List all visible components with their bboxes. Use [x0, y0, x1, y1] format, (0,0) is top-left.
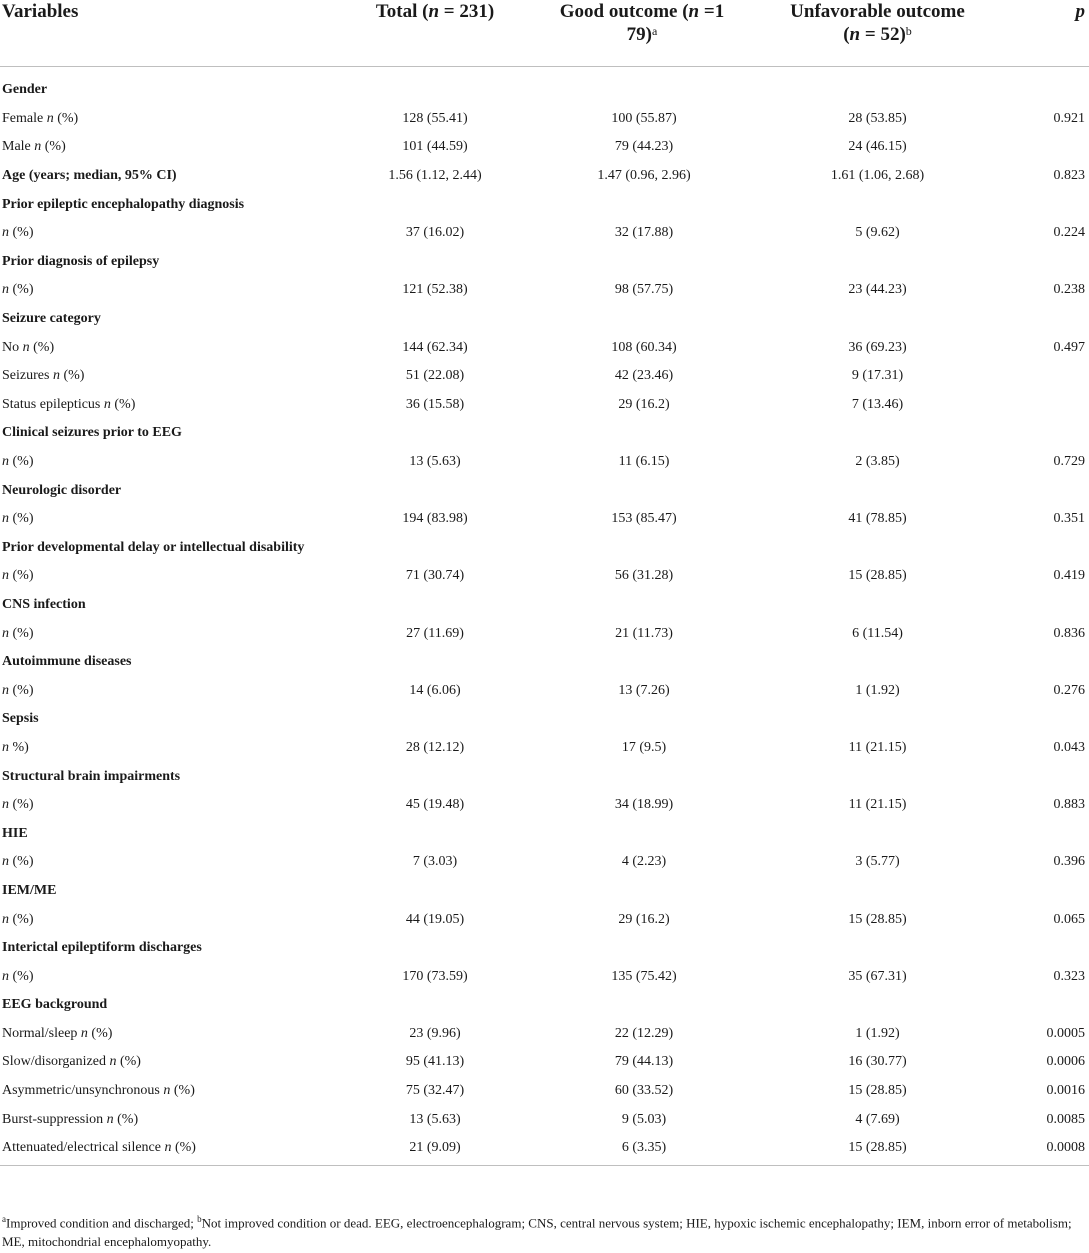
table-row	[0, 534, 1089, 563]
cell-p-value: 0.0008	[990, 1134, 1089, 1165]
row-label: n (%)	[2, 911, 34, 927]
cell-good-outcome	[505, 190, 745, 219]
row-label: Autoimmune diseases	[2, 654, 132, 670]
table-row	[0, 1134, 1089, 1165]
cell-total: 75 (32.47)	[405, 1083, 465, 1099]
cell-unfavorable-outcome	[745, 67, 990, 105]
cell-good-outcome: 42 (23.46)	[614, 368, 674, 384]
cell-unfavorable-outcome	[745, 419, 990, 448]
cell-good-outcome: 34 (18.99)	[614, 797, 674, 813]
table-row	[0, 448, 1089, 477]
row-label: EEG background	[2, 997, 108, 1013]
cell-p-value: 0.921	[1053, 110, 1085, 126]
header-p-value: p	[990, 0, 1089, 67]
cell-p-value: 0.351	[1053, 511, 1085, 527]
cell-unfavorable-outcome	[745, 819, 990, 848]
cell-p-value	[990, 534, 1089, 563]
cell-p-value	[990, 476, 1089, 505]
row-label: Asymmetric/unsynchronous n (%)	[2, 1083, 195, 1099]
cell-total: 194 (83.98)	[402, 511, 468, 527]
table-row	[0, 162, 1089, 191]
table-row	[0, 362, 1089, 391]
table-row	[0, 962, 1089, 991]
cell-p-value: 0.729	[1053, 454, 1085, 470]
cell-unfavorable-outcome	[745, 877, 990, 906]
cell-unfavorable-outcome	[745, 534, 990, 563]
cell-total: 71 (30.74)	[405, 568, 465, 584]
table-row	[0, 190, 1089, 219]
cell-unfavorable-outcome: 4 (7.69)	[855, 1111, 900, 1127]
cell-good-outcome	[505, 591, 745, 620]
row-label: Age (years; median, 95% CI)	[2, 168, 177, 184]
cell-p-value	[990, 248, 1089, 277]
cell-total: 45 (19.48)	[405, 797, 465, 813]
cell-good-outcome: 9 (5.03)	[621, 1111, 667, 1127]
cell-total	[305, 248, 505, 277]
cell-p-value	[990, 591, 1089, 620]
cell-p-value	[990, 991, 1089, 1020]
table-row	[0, 648, 1089, 677]
cell-total	[305, 419, 505, 448]
cell-total	[305, 190, 505, 219]
cell-good-outcome: 11 (6.15)	[618, 454, 670, 470]
row-label: Female n (%)	[2, 110, 79, 126]
row-label: No n (%)	[2, 339, 55, 355]
table-row	[0, 219, 1089, 248]
cell-unfavorable-outcome: 1 (1.92)	[855, 1025, 900, 1041]
cell-p-value: 0.238	[1053, 282, 1085, 298]
row-label: Clinical seizures prior to EEG	[2, 425, 182, 441]
row-label: Slow/disorganized n (%)	[2, 1054, 141, 1070]
table-row	[0, 905, 1089, 934]
table-row	[0, 734, 1089, 763]
cell-total	[305, 762, 505, 791]
row-label: CNS infection	[2, 596, 86, 612]
cell-total: 13 (5.63)	[409, 1111, 461, 1127]
cell-total	[305, 877, 505, 906]
cell-good-outcome	[505, 877, 745, 906]
table-row	[0, 819, 1089, 848]
cell-total: 23 (9.96)	[409, 1025, 461, 1041]
cell-unfavorable-outcome	[745, 248, 990, 277]
cell-good-outcome	[505, 819, 745, 848]
cell-p-value	[990, 877, 1089, 906]
cell-good-outcome: 17 (9.5)	[621, 739, 667, 755]
cell-unfavorable-outcome: 3 (5.77)	[855, 854, 900, 870]
table-row	[0, 619, 1089, 648]
cell-total: 95 (41.13)	[405, 1054, 465, 1070]
row-label: n (%)	[2, 225, 34, 241]
cell-total	[305, 705, 505, 734]
cell-good-outcome: 56 (31.28)	[614, 568, 674, 584]
cell-total: 144 (62.34)	[402, 339, 468, 355]
table-row	[0, 934, 1089, 963]
cell-good-outcome	[505, 934, 745, 963]
table-row	[0, 333, 1089, 362]
table-row	[0, 476, 1089, 505]
cell-unfavorable-outcome: 9 (17.31)	[851, 368, 904, 384]
cell-good-outcome: 100 (55.87)	[611, 110, 677, 126]
cell-p-value: 0.0085	[1046, 1111, 1085, 1127]
cell-good-outcome	[505, 705, 745, 734]
header-total: Total (n = 231)	[305, 0, 505, 67]
table-row	[0, 276, 1089, 305]
cell-p-value	[990, 648, 1089, 677]
cell-unfavorable-outcome: 24 (46.15)	[848, 139, 907, 155]
row-label: n (%)	[2, 797, 34, 813]
table-row	[0, 848, 1089, 877]
cell-good-outcome	[505, 67, 745, 105]
cell-total	[305, 305, 505, 334]
cell-unfavorable-outcome: 15 (28.85)	[745, 1134, 990, 1165]
cell-unfavorable-outcome	[745, 591, 990, 620]
row-label: n %)	[2, 739, 29, 755]
cell-unfavorable-outcome: 11 (21.15)	[848, 739, 907, 755]
cell-unfavorable-outcome	[745, 991, 990, 1020]
table-row	[0, 562, 1089, 591]
cell-good-outcome	[505, 648, 745, 677]
row-label: Prior diagnosis of epilepsy	[2, 253, 160, 269]
cell-unfavorable-outcome: 15 (28.85)	[848, 1083, 907, 1099]
row-label: Normal/sleep n (%)	[2, 1025, 113, 1041]
cell-total	[305, 934, 505, 963]
cell-total: 101 (44.59)	[402, 139, 468, 155]
table-row	[0, 105, 1089, 134]
cell-unfavorable-outcome: 36 (69.23)	[848, 339, 907, 355]
cell-total: 7 (3.03)	[412, 854, 458, 870]
table-row	[0, 676, 1089, 705]
row-label: Gender	[2, 82, 48, 98]
cell-good-outcome: 135 (75.42)	[611, 968, 677, 984]
cell-good-outcome	[505, 248, 745, 277]
cell-good-outcome: 6 (3.35)	[505, 1134, 745, 1165]
cell-good-outcome: 79 (44.13)	[614, 1054, 674, 1070]
row-label: n (%)	[2, 968, 34, 984]
row-label: Status epilepticus n (%)	[2, 396, 136, 412]
row-label: Neurologic disorder	[2, 482, 122, 498]
cell-p-value: 0.823	[1053, 168, 1085, 184]
cell-unfavorable-outcome	[745, 476, 990, 505]
cell-good-outcome	[505, 762, 745, 791]
cell-good-outcome: 32 (17.88)	[614, 225, 674, 241]
table-row	[0, 133, 1089, 162]
cell-total: 27 (11.69)	[406, 625, 464, 641]
table-body	[0, 67, 1089, 1166]
row-label: n (%)	[2, 454, 34, 470]
cell-unfavorable-outcome: 23 (44.23)	[848, 282, 907, 298]
table-row	[0, 705, 1089, 734]
row-label: Prior epileptic encephalopathy diagnosis	[2, 196, 245, 212]
cell-unfavorable-outcome: 5 (9.62)	[855, 225, 900, 241]
table-row	[0, 1048, 1089, 1077]
cell-p-value: 0.419	[1053, 568, 1085, 584]
header-variables: Variables	[0, 0, 305, 67]
cell-total	[305, 991, 505, 1020]
cell-unfavorable-outcome: 1.61 (1.06, 2.68)	[830, 168, 925, 184]
row-label: Structural brain impairments	[2, 768, 181, 784]
table-footnote: $^a$Improved condition and discharged; $^b$Not improved condition or dead. EEG, electroencephalogram; CNS, central nervous system; HIE, hypoxic ischemic encephalopathy; IEM, inborn error of metabolism; ME, mitochondrial encephalomyopathy.	[2, 1214, 1072, 1250]
row-label: HIE	[2, 825, 28, 841]
cell-unfavorable-outcome: 1 (1.92)	[855, 682, 900, 698]
table-row	[0, 762, 1089, 791]
table-row	[0, 248, 1089, 277]
cell-unfavorable-outcome: 28 (53.85)	[848, 110, 907, 126]
table-header-row	[0, 0, 1089, 67]
cell-unfavorable-outcome: 15 (28.85)	[848, 568, 907, 584]
cell-p-value	[990, 133, 1089, 162]
cell-p-value	[990, 391, 1089, 420]
cell-total	[305, 648, 505, 677]
cell-p-value: 0.497	[1053, 339, 1085, 355]
row-label: n (%)	[2, 568, 34, 584]
cell-unfavorable-outcome: 11 (21.15)	[848, 797, 907, 813]
cell-good-outcome: 60 (33.52)	[614, 1083, 674, 1099]
cell-unfavorable-outcome: 35 (67.31)	[848, 968, 907, 984]
cell-good-outcome	[505, 534, 745, 563]
header-good-outcome: Good outcome (n =1 79)$^a$	[505, 0, 745, 67]
cell-unfavorable-outcome: 15 (28.85)	[848, 911, 907, 927]
row-label: Male n (%)	[2, 139, 66, 155]
cell-p-value	[990, 190, 1089, 219]
table-row	[0, 991, 1089, 1020]
row-label: Sepsis	[2, 711, 39, 727]
cell-p-value: 0.836	[1053, 625, 1085, 641]
cell-p-value: 0.883	[1053, 797, 1085, 813]
cell-p-value: 0.396	[1053, 854, 1085, 870]
cell-good-outcome: 21 (11.73)	[615, 625, 673, 641]
cell-total: 170 (73.59)	[402, 968, 468, 984]
cell-total	[305, 476, 505, 505]
cell-unfavorable-outcome	[745, 190, 990, 219]
cell-p-value	[990, 362, 1089, 391]
cell-unfavorable-outcome: 7 (13.46)	[851, 396, 904, 412]
cell-p-value	[990, 419, 1089, 448]
cell-unfavorable-outcome	[745, 705, 990, 734]
table-row	[0, 505, 1089, 534]
row-label: n (%)	[2, 282, 34, 298]
cell-unfavorable-outcome	[745, 934, 990, 963]
row-label: Interictal epileptiform discharges	[2, 940, 202, 956]
row-label: Attenuated/electrical silence n (%)	[0, 1134, 305, 1165]
cell-unfavorable-outcome: 16 (30.77)	[848, 1054, 907, 1070]
cell-total: 44 (19.05)	[405, 911, 465, 927]
cell-p-value	[990, 762, 1089, 791]
cell-p-value	[990, 705, 1089, 734]
cell-p-value: 0.0006	[1046, 1054, 1085, 1070]
cell-good-outcome: 79 (44.23)	[614, 139, 674, 155]
cell-p-value: 0.043	[1053, 739, 1085, 755]
table-row	[0, 791, 1089, 820]
cell-total	[305, 534, 505, 563]
cell-unfavorable-outcome	[745, 648, 990, 677]
cell-p-value: 0.0016	[1046, 1083, 1085, 1099]
cell-good-outcome: 98 (57.75)	[614, 282, 674, 298]
cell-total: 21 (9.09)	[305, 1134, 505, 1165]
cell-unfavorable-outcome	[745, 762, 990, 791]
cell-total: 13 (5.63)	[409, 454, 461, 470]
table-row	[0, 391, 1089, 420]
cell-total	[305, 67, 505, 105]
cell-p-value: 0.0005	[1046, 1025, 1085, 1041]
cell-p-value	[990, 819, 1089, 848]
table-row	[0, 1077, 1089, 1106]
table-row	[0, 1105, 1089, 1134]
cell-total: 37 (16.02)	[405, 225, 465, 241]
cell-p-value	[990, 934, 1089, 963]
row-label: IEM/ME	[2, 882, 57, 898]
table-row	[0, 591, 1089, 620]
row-label: n (%)	[2, 854, 34, 870]
row-label: Prior developmental delay or intellectual disability	[2, 539, 305, 555]
cell-good-outcome: 153 (85.47)	[611, 511, 677, 527]
cell-good-outcome: 29 (16.2)	[618, 396, 670, 412]
row-label: Seizure category	[2, 311, 101, 327]
cell-p-value: 0.276	[1053, 682, 1085, 698]
cell-good-outcome: 22 (12.29)	[614, 1025, 674, 1041]
cell-good-outcome: 4 (2.23)	[621, 854, 667, 870]
cell-p-value: 0.224	[1053, 225, 1085, 241]
cell-p-value	[990, 67, 1089, 105]
cell-good-outcome	[505, 991, 745, 1020]
cell-total: 36 (15.58)	[405, 396, 465, 412]
cell-total: 51 (22.08)	[405, 368, 465, 384]
row-label: Seizures n (%)	[2, 368, 85, 384]
row-label: n (%)	[2, 511, 34, 527]
cell-good-outcome: 13 (7.26)	[618, 682, 670, 698]
table-row	[0, 305, 1089, 334]
cell-good-outcome	[505, 305, 745, 334]
cell-p-value: 0.065	[1053, 911, 1085, 927]
cell-unfavorable-outcome: 6 (11.54)	[852, 625, 903, 641]
cell-good-outcome	[505, 476, 745, 505]
cell-p-value	[990, 305, 1089, 334]
row-label: n (%)	[2, 682, 34, 698]
cell-total: 128 (55.41)	[402, 110, 468, 126]
table-row	[0, 419, 1089, 448]
cell-total	[305, 819, 505, 848]
row-label: n (%)	[2, 625, 34, 641]
cell-good-outcome: 1.47 (0.96, 2.96)	[597, 168, 691, 184]
header-unfavorable-outcome: Unfavorable outcome (n = 52)$^b$	[745, 0, 990, 67]
table-row	[0, 1020, 1089, 1049]
cell-total	[305, 591, 505, 620]
cell-unfavorable-outcome: 41 (78.85)	[848, 511, 907, 527]
cell-good-outcome	[505, 419, 745, 448]
cell-good-outcome: 29 (16.2)	[618, 911, 670, 927]
cell-total: 28 (12.12)	[405, 739, 465, 755]
cell-unfavorable-outcome: 2 (3.85)	[855, 454, 900, 470]
cell-good-outcome: 108 (60.34)	[611, 339, 677, 355]
cell-total: 14 (6.06)	[409, 682, 461, 698]
cell-unfavorable-outcome	[745, 305, 990, 334]
table-row	[0, 877, 1089, 906]
cell-total: 1.56 (1.12, 2.44)	[388, 168, 482, 184]
row-label: Burst-suppression n (%)	[2, 1111, 139, 1127]
table-row	[0, 67, 1089, 105]
cell-p-value: 0.323	[1053, 968, 1085, 984]
cell-total: 121 (52.38)	[402, 282, 468, 298]
